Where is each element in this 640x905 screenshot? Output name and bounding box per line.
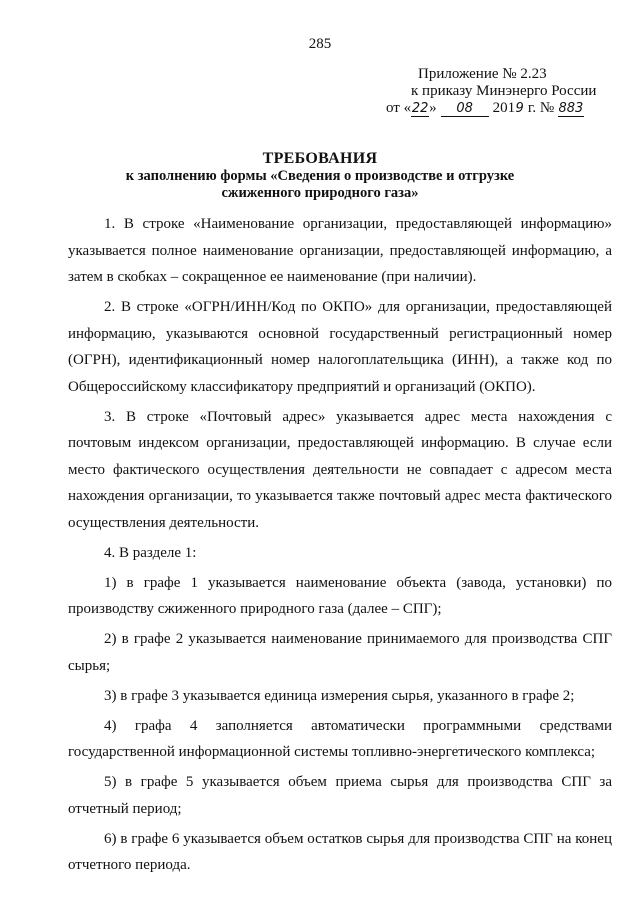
appendix-title: Приложение № 2.23 bbox=[418, 66, 547, 82]
year-suffix: г. № bbox=[524, 100, 555, 116]
paragraph: 6) в графе 6 указывается объем остатков сырья для производства СПГ на конец отчетного периода. bbox=[68, 830, 612, 873]
title-line-3: сжиженного природного газа» bbox=[221, 185, 419, 201]
paragraph: 1) в графе 1 указывается наименование объекта (завода, установки) по производству сжиженного природного газа (далее – СПГ); bbox=[68, 574, 612, 617]
paragraph: 1. В строке «Наименование организации, предоставляющей информацию» указывается полное наименование организации, предоставляющей информацию, а затем в скобках – сокращенное ее наименование (при наличии). bbox=[68, 216, 612, 285]
appendix-order-ref: к приказу Минэнерго России bbox=[411, 83, 597, 99]
title-line-2: к заполнению формы «Сведения о производстве и отгрузке bbox=[125, 168, 515, 184]
title-main: ТРЕБОВАНИЯ bbox=[262, 150, 378, 167]
document-title bbox=[0, 150, 640, 202]
handwritten-day: 22 bbox=[411, 101, 429, 116]
paragraph: 2) в графе 2 указывается наименование принимаемого для производства СПГ сырья; bbox=[68, 631, 612, 674]
page-number: 285 bbox=[308, 36, 332, 52]
year-prefix: 201 bbox=[492, 100, 516, 116]
date-day-close: » bbox=[429, 100, 437, 116]
paragraph: 4) графа 4 заполняется автоматически программными средствами государственной информационной системы топливно-энергетического комплекса; bbox=[68, 717, 612, 760]
paragraph: 3) в графе 3 указывается единица измерения сырья, указанного в графе 2; bbox=[104, 687, 575, 704]
date-prefix: от « bbox=[386, 100, 412, 116]
body-text bbox=[68, 211, 612, 882]
handwritten-order-number: 883 bbox=[558, 101, 584, 116]
paragraph: 4. В разделе 1: bbox=[104, 544, 197, 561]
appendix-date-line bbox=[386, 100, 596, 117]
paragraph: 2. В строке «ОГРН/ИНН/Код по ОКПО» для организации, предоставляющей информацию, указываются основной государственный регистрационный номер (ОГРН), идентификационный номер налогоплательщика (ИНН), а также код по Общероссийскому классификатору предприятий и организаций (ОКПО). bbox=[68, 299, 612, 395]
paragraph: 3. В строке «Почтовый адрес» указывается адрес места нахождения с почтовым индексом организации, предоставляющей информацию. В случае если место фактического осуществления деятельности не совпадает с адресом места нахождения организации, то указывается также почтовый адрес места фактического осуществления деятельности. bbox=[68, 408, 612, 531]
appendix-header bbox=[386, 66, 597, 117]
handwritten-month: 08 bbox=[441, 102, 489, 117]
handwritten-year-digit: 9 bbox=[515, 101, 524, 116]
paragraph: 5) в графе 5 указывается объем приема сырья для производства СПГ за отчетный период; bbox=[68, 774, 612, 817]
